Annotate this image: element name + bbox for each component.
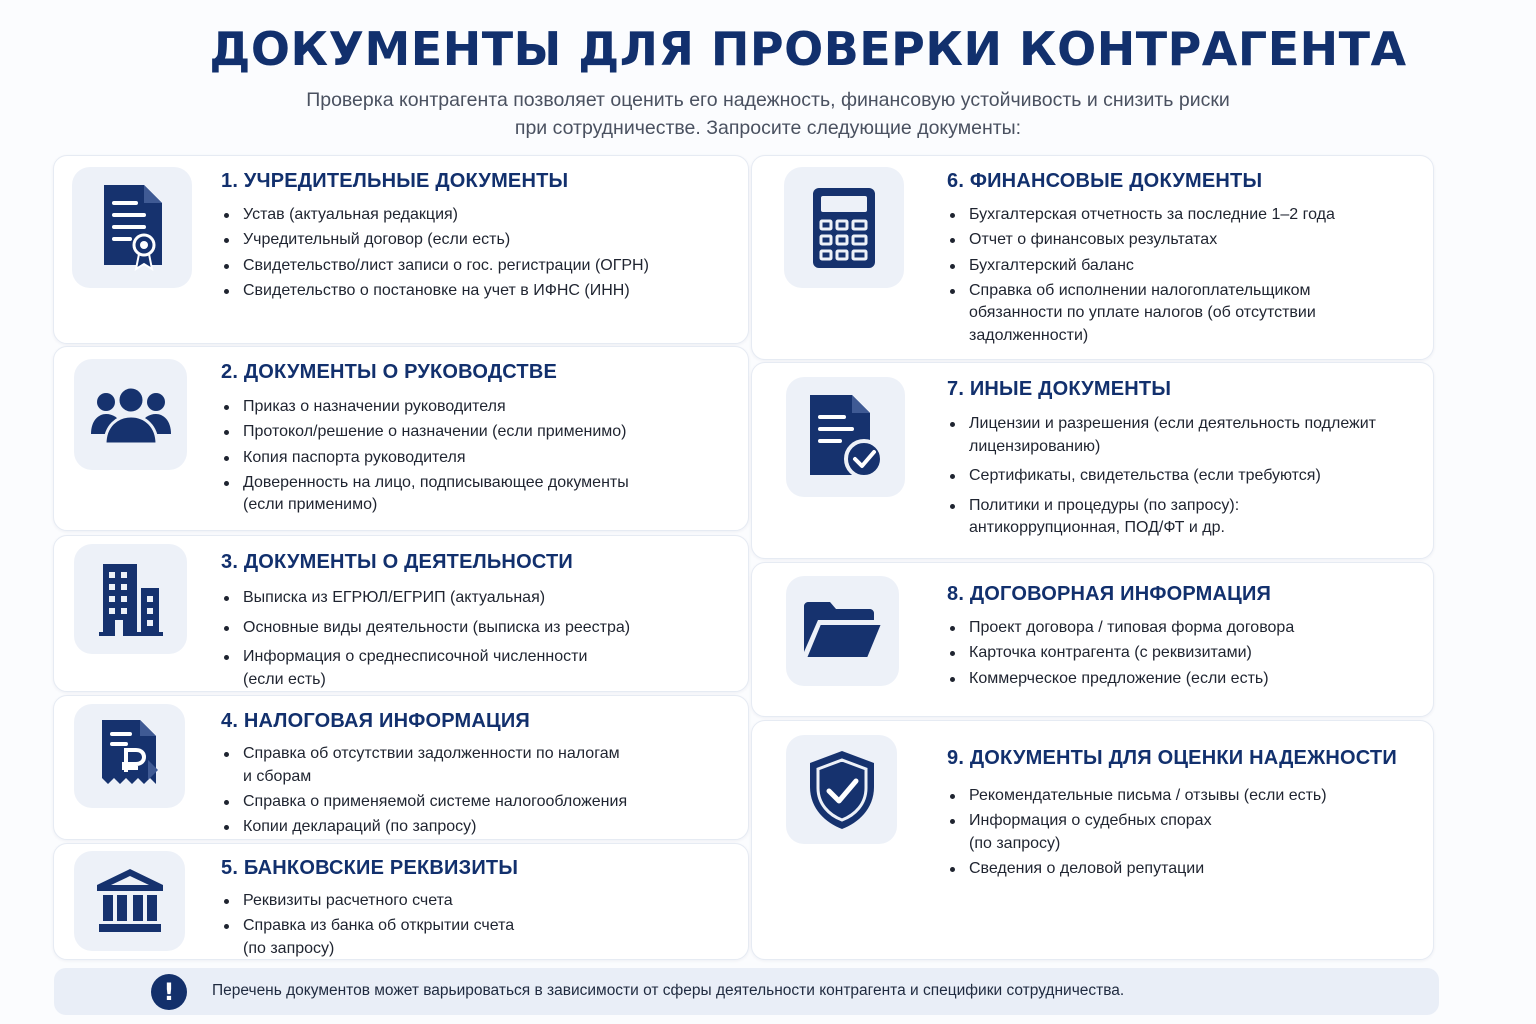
footer-note xyxy=(54,968,1439,1015)
list-item: Основные виды деятельности (выписка из реестра) xyxy=(222,617,742,640)
subtitle-line: Проверка контрагента позволяет оценить его надежность, финансовую устойчивость и снизить риски xyxy=(306,89,1230,111)
page-title: ДОКУМЕНТЫ ДЛЯ ПРОВЕРКИ КОНТРАГЕНТА xyxy=(209,22,1407,76)
list-item: Сертификаты, свидетельства (если требуются) xyxy=(948,465,1428,488)
list-item: Свидетельство/лист записи о гос. регистрации (ОГРН) xyxy=(222,255,742,278)
certificate-document-icon xyxy=(72,167,192,288)
list-item: Отчет о финансовых результатах xyxy=(948,229,1428,252)
page-subtitle xyxy=(230,86,1306,142)
section-title: 7. ИНЫЕ ДОКУМЕНТЫ xyxy=(947,378,1172,400)
list-item: Справка из банка об открытии счета (по запросу) xyxy=(222,915,742,960)
list-item: Выписка из ЕГРЮЛ/ЕГРИП (актуальная) xyxy=(222,587,742,610)
section-card-contract xyxy=(751,562,1434,717)
section-card-financial xyxy=(751,155,1434,360)
section-list xyxy=(222,743,742,841)
list-item: Сведения о деловой репутации xyxy=(948,858,1428,881)
section-title: 1. УЧРЕДИТЕЛЬНЫЕ ДОКУМЕНТЫ xyxy=(221,170,569,192)
section-card-founding xyxy=(53,155,749,344)
list-item: Протокол/решение о назначении (если применимо) xyxy=(222,421,742,444)
list-item: Приказ о назначении руководителя xyxy=(222,396,742,419)
list-item: Рекомендательные письма / отзывы (если есть) xyxy=(948,785,1428,808)
list-item: Свидетельство о постановке на учет в ИФНС (ИНН) xyxy=(222,280,742,303)
list-item: Бухгалтерский баланс xyxy=(948,255,1428,278)
section-card-other xyxy=(751,362,1434,559)
section-title: 9. ДОКУМЕНТЫ ДЛЯ ОЦЕНКИ НАДЕЖНОСТИ xyxy=(947,747,1397,769)
list-item: Информация о среднесписочной численности (если есть) xyxy=(222,646,742,691)
section-list xyxy=(948,204,1428,350)
list-item: Реквизиты расчетного счета xyxy=(222,890,742,913)
exclamation-icon: ! xyxy=(151,974,187,1010)
section-list xyxy=(222,587,742,698)
list-item: Доверенность на лицо, подписывающее документы (если применимо) xyxy=(222,472,742,517)
section-list xyxy=(222,204,742,305)
people-group-icon xyxy=(74,359,187,470)
list-item: Карточка контрагента (с реквизитами) xyxy=(948,642,1428,665)
section-title: 4. НАЛОГОВАЯ ИНФОРМАЦИЯ xyxy=(221,710,530,732)
office-building-icon xyxy=(74,544,187,654)
ruble-document-icon xyxy=(74,704,185,808)
section-list xyxy=(222,396,742,520)
section-title: 3. ДОКУМЕНТЫ О ДЕЯТЕЛЬНОСТИ xyxy=(221,551,573,573)
shield-check-icon xyxy=(786,735,897,844)
list-item: Учредительный договор (если есть) xyxy=(222,229,742,252)
list-item: Справка о применяемой системе налогообложения xyxy=(222,791,742,814)
subtitle-line: при сотрудничестве. Запросите следующие документы: xyxy=(514,117,1022,139)
section-list xyxy=(948,785,1428,883)
section-list xyxy=(948,413,1428,547)
calculator-icon xyxy=(784,167,904,288)
list-item: Коммерческое предложение (если есть) xyxy=(948,668,1428,691)
list-item: Справка об отсутствии задолженности по налогам и сборам xyxy=(222,743,742,788)
bank-icon xyxy=(74,851,185,951)
list-item: Информация о судебных спорах (по запросу) xyxy=(948,810,1428,855)
section-title: 2. ДОКУМЕНТЫ О РУКОВОДСТВЕ xyxy=(221,361,558,383)
list-item: Проект договора / типовая форма договора xyxy=(948,617,1428,640)
folder-icon xyxy=(786,576,899,686)
section-card-activity xyxy=(53,535,749,692)
list-item: Копия паспорта руководителя xyxy=(222,447,742,470)
section-title: 6. ФИНАНСОВЫЕ ДОКУМЕНТЫ xyxy=(947,170,1263,192)
section-card-tax xyxy=(53,695,749,840)
section-card-management xyxy=(53,346,749,531)
list-item: Справка об исполнении налогоплательщиком обязанности по уплате налогов (об отсутствии задолженности) xyxy=(948,280,1428,348)
section-title: 8. ДОГОВОРНАЯ ИНФОРМАЦИЯ xyxy=(947,583,1272,605)
section-title: 5. БАНКОВСКИЕ РЕКВИЗИТЫ xyxy=(221,857,519,879)
section-list xyxy=(222,890,742,963)
list-item: Лицензии и разрешения (если деятельность подлежит лицензированию) xyxy=(948,413,1428,458)
section-card-bank xyxy=(53,843,749,960)
list-item: Копии деклараций (по запросу) xyxy=(222,816,742,839)
section-card-reliability xyxy=(751,720,1434,960)
section-list xyxy=(948,617,1428,693)
list-item: Политики и процедуры (по запросу): антикоррупционная, ПОД/ФТ и др. xyxy=(948,495,1428,540)
document-check-icon xyxy=(786,377,905,497)
footer-text: Перечень документов может варьироваться в зависимости от сферы деятельности контрагента и специфики сотрудничества. xyxy=(212,982,1125,999)
list-item: Бухгалтерская отчетность за последние 1–2 года xyxy=(948,204,1428,227)
list-item: Устав (актуальная редакция) xyxy=(222,204,742,227)
